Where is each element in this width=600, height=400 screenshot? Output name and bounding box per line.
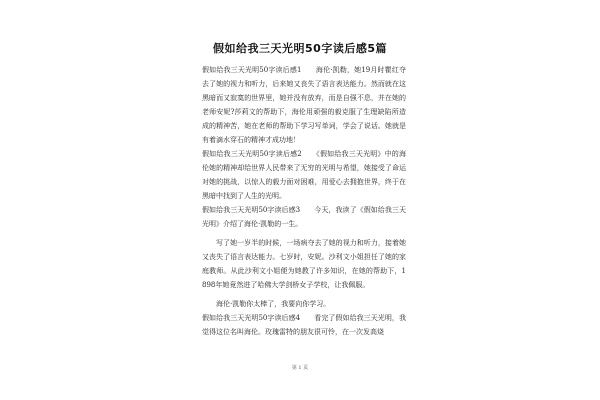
paragraph-2: 假如给我三天光明50字读后感2 《假如给我三天光明》中的海伦她的精神却给世界人民带来了无穷的光明与希望，她接受了命运对她的挑战，以惊人的毅力面对困难，用爱心去拥抱世界，终于在黑暗中找到了人生的光明。: [202, 150, 406, 200]
paragraph-4: 写了她一岁半的时候，一场病夺去了她的视力和听力，接着她又丧失了语言表达能力。七岁时，安妮。沙利文小姐担任了她的家庭教师。从此沙利文小姐便为她教了许多知识，在她的帮助下，1898年她竟然进了哈佛大学剑桥女子学校，让我佩服。: [202, 239, 406, 289]
paragraph-5: 海伦·凯勒你太棒了，我要向你学习。: [216, 300, 331, 308]
paragraph-6: 假如给我三天光明50字读后感4 看完了假如给我三天光明，我觉得这位名叫海伦。玫瑰雷特的朋友很可怜，在一次发高烧: [202, 314, 406, 336]
document-title: 假如给我三天光明50字读后感5篇: [213, 42, 387, 55]
paragraph-1: 假如给我三天光明50字读后感1 海伦·凯勒，她19月时瞿红夺去了她的视力和听力，后来她又丧失了语言表达能力。然而就在这黑暗而又寂寞的世界里，她并没有放弃，而是自强不息，并在她的老师安妮?莎莉文的帮助下，海伦用顽强的毅克服了生理缺陷所造成的精神苦，她在老师的帮助下学习写单词，学会了说话。她就是有着滴水穿石的精神才成功地！: [202, 66, 406, 144]
paragraph-3: 假如给我三天光明50字读后感3 今天，我读了《假如给我三天光明》介绍了海伦·凯勒的一生。: [202, 206, 406, 228]
document-body: [202, 63, 406, 339]
page-number: 第 1 页: [291, 365, 309, 371]
